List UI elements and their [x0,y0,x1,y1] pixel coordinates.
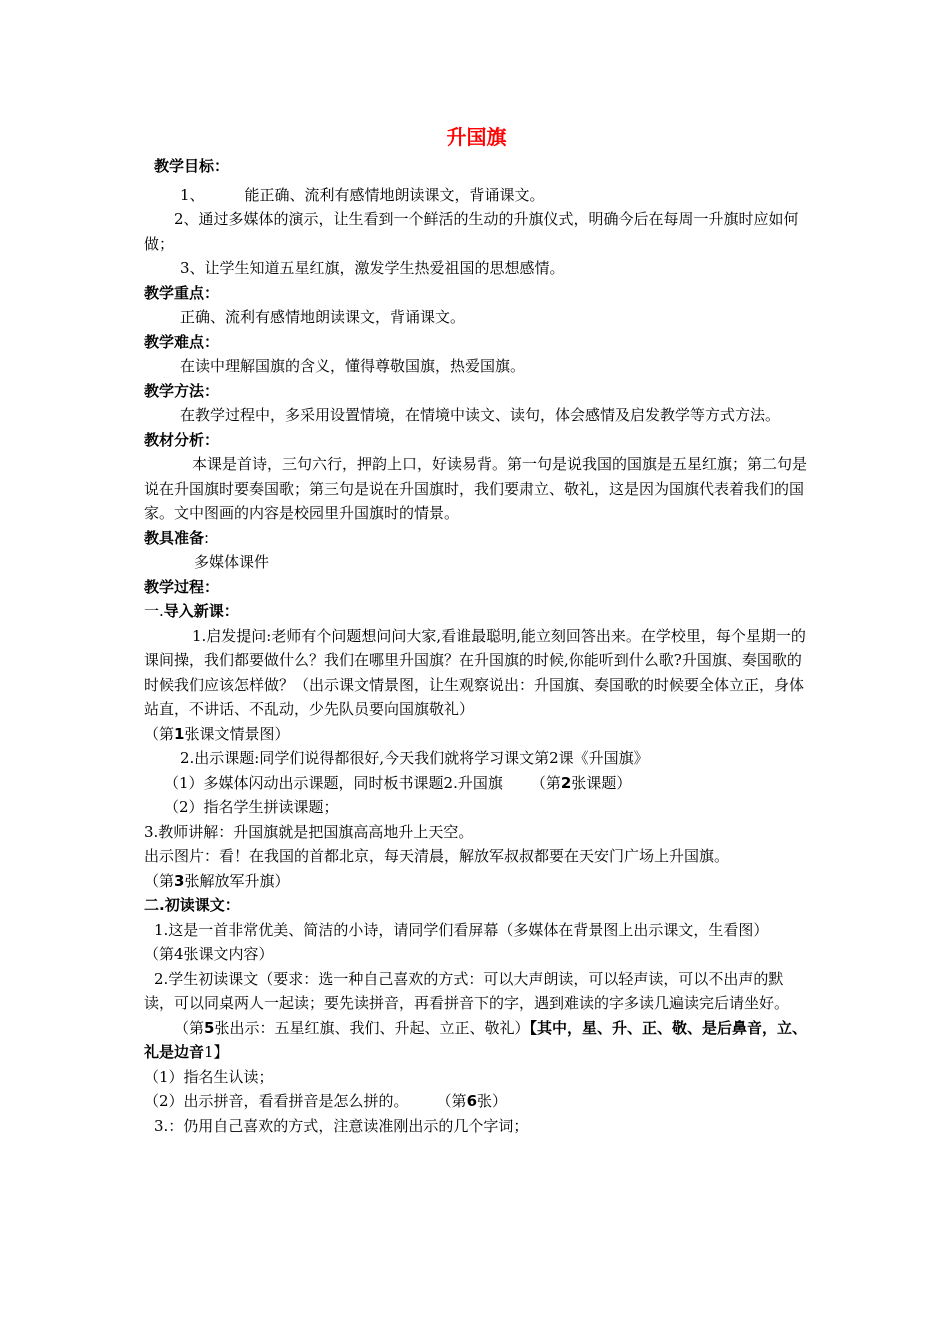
intro-step-2-2: （2）指名学生拼读课题； [164,798,339,816]
note-number: 5 [204,1018,215,1037]
goal-1 [144,183,809,208]
read-step-2-2 [144,1089,809,1114]
tools-heading-colon: : [204,528,210,547]
heading-analysis: 教材分析： [144,430,220,449]
tools-heading-label: 教具准备 [144,528,205,547]
note-number: 3 [174,871,185,890]
intro-step-2: 2.出示课题:同学们说得都很好,今天我们就将学习课文第2课《升国旗》 [180,749,649,767]
intro-step-4: 出示图片：看！在我国的首都北京，每天清晨，解放军叔叔都要在天安门广场上升国旗。 [144,847,730,865]
goal-2: 2、通过多媒体的演示，让生看到一个鲜活的生动的升旗仪式，明确今后在每周一升旗时应如何做； [144,210,799,253]
note-text: 张解放军升旗） [184,871,290,890]
goal-1-text: 能正确、流利有感情地朗读课文，背诵课文。 [244,185,545,204]
heading-method: 教学方法： [144,381,220,400]
intro-step-2-1-text: （1）多媒体闪动出示课题，同时板书课题2.升国旗 [164,773,503,792]
note-open: （第 [144,871,175,890]
note-number: 6 [466,1092,477,1110]
read-step-2-1: （1）指名生认读； [144,1067,274,1086]
read-step-2-note [144,1016,809,1065]
document-page [144,122,809,1138]
note-open: （第 [174,1018,205,1037]
intro-step-4-note [144,869,809,894]
note-bracket-end: 1】 [204,1043,229,1061]
intro-heading-label: 导入新课： [163,602,239,620]
page-title: 升国旗 [446,125,507,149]
read-step-1-note: （第4张课文内容） [144,945,274,963]
heading-key-points: 教学重点： [144,283,220,302]
note-text: 张课题） [571,773,632,792]
heading-tools [144,526,809,551]
note-text: 张出示：五星红旗、我们、升起、立正、敬礼） [214,1018,530,1037]
note-bracket-text: 【其中，星、升、正、敬、是后鼻音，立、礼是边音 [144,1018,807,1061]
analysis-text: 本课是首诗，三句六行，押韵上口，好读易背。第一句是说我国的国旗是五星红旗；第二句是说在升国旗时要奏国歌；第三句是说在升国旗时，我们要肃立、敬礼，这是因为国旗代表着我们的国家。文中图画的内容是校园里升国旗时的情景。 [144,455,808,522]
intro-step-1-note [144,722,809,747]
note-open: （第 [144,724,175,743]
read-step-2: 2.学生初读课文（要求：选一种自己喜欢的方式：可以大声朗读，可以轻声读，可以不出声的默读，可以同桌两人一起读；要先读拼音，再看拼音下的字，遇到难读的字多读几遍读完后请坐好。 [144,969,790,1012]
goal-1-number: 1、 [180,185,205,204]
note-open: （第 [530,773,561,792]
intro-step-3: 3.教师讲解：升国旗就是把国旗高高地升上天空。 [144,822,474,841]
read-step-2-2-text: （2）出示拼音，看看拼音是怎么拼的。 [144,1092,409,1110]
note-number: 2 [560,773,572,792]
method-text: 在教学过程中，多采用设置情境，在情境中读文、读句，体会感情及启发教学等方式方法。 [180,406,781,424]
tools-text: 多媒体课件 [194,553,270,571]
heading-goals: 教学目标： [154,157,230,175]
heading-first-reading: 二.初读课文： [144,896,240,914]
key-points-text: 正确、流利有感情地朗读课文，背诵课文。 [180,308,466,326]
intro-step-2-1 [144,771,809,796]
note-open: （第 [436,1092,467,1110]
note-text: 张） [477,1092,508,1110]
read-step-1-text: 1.这是一首非常优美、简洁的小诗，请同学们看屏幕（多媒体在背景图上出示课文，生看图） [154,920,769,939]
intro-heading [144,599,809,624]
difficulties-text: 在读中理解国旗的含义，懂得尊敬国旗，热爱国旗。 [180,357,526,375]
goal-3: 3、让学生知道五星红旗，激发学生热爱祖国的思想感情。 [180,259,565,277]
heading-difficulties: 教学难点： [144,332,220,351]
note-number: 1 [174,724,185,743]
intro-step-1: 1.启发提问:老师有个问题想问问大家,看谁最聪明,能立刻回答出来。在学校里，每个星期一的课间操，我们都要做什么？我们在哪里升国旗？在升国旗的时候,你能听到什么歌?升国旗、奏国歌的时候我们应该怎样做？（出示课文情景图，让生观察说出：升国旗、奏国歌的时候要全体立正，身体站直，不讲话、不乱动，少先队员要向国旗敬礼） [144,626,806,718]
heading-process: 教学过程： [144,577,220,596]
read-step-3: 3.：仍用自己喜欢的方式，注意读准刚出示的几个字词； [154,1116,529,1135]
intro-prefix: 一. [144,602,164,620]
note-text: 张课文情景图） [184,724,290,743]
read-step-1 [144,918,809,967]
